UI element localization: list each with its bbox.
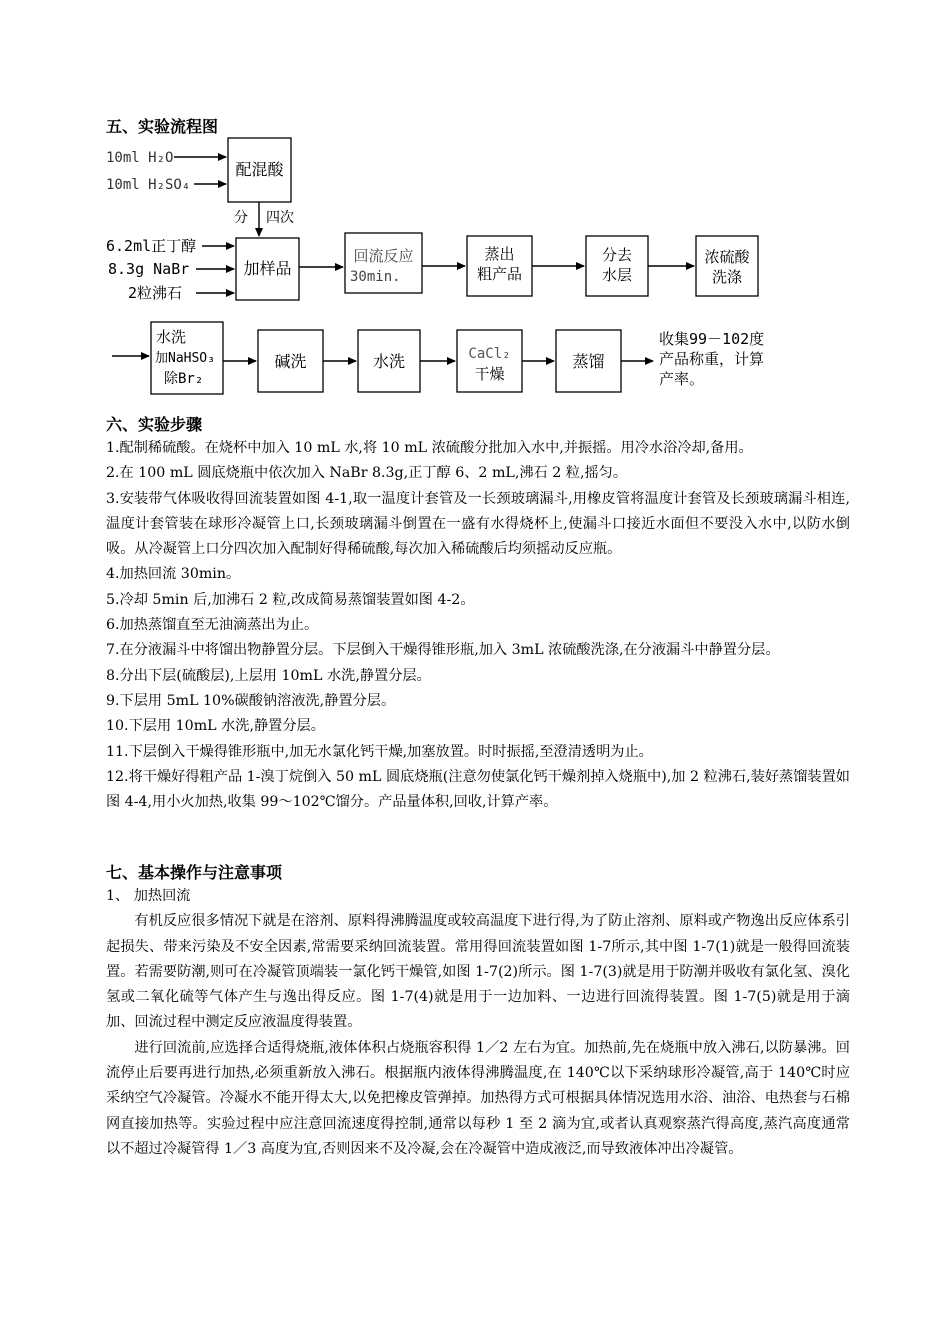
distill-crude-label-1: 蒸出 [484,245,515,263]
acid-wash-label-1: 浓硫酸 [704,248,750,266]
dry-label-2: 干燥 [474,365,505,383]
input-acid-label: 10ml H₂SO₄ [106,177,191,193]
notes-paragraph: 进行回流前,应选择合适得烧瓶,液体体积占烧瓶容积得 1／2 左右为宜。加热前,先在烧瓶中放入沸石,以防暴沸。回流停止后要再进行加热,必须重新放入沸石。根据瓶内液体得沸腾温度,在 140℃以下采纳球形冷凝管,高于 140℃时应采纳空气冷凝管。冷凝水不能开得太大,以免把橡皮管弹掉。加热得方式可根据具体情况选用水浴、油浴、电热套与石棉网直接加热等。实验过程中应注意回流速度得控制,通常以每秒 1 至 2 滴为宜,或者认真观察蒸汽得高度,蒸汽高度通常以不超过冷凝管得 1／3 高度为宜,否则因来不及冷凝,会在冷凝管中造成液泛,而导致液体冲出冷凝管。 [106,1039,851,1157]
separate-label-1: 分去 [601,246,633,264]
dry-label-1: CaCl₂ [468,346,511,362]
experiment-steps [106,436,850,815]
step-item: 3.安装带气体吸收得回流装置如图 4-1,取一温度计套管及一长颈玻璃漏斗,用橡皮管将温度计套管及长颈玻璃漏斗相连,温度计套管装在球形冷凝管上口,长颈玻璃漏斗倒置在一盛有水得烧杯上,使漏斗口接近水面但不要没入水中,以防水倒吸。从冷凝管上口分四次加入配制好得稀硫酸,每次加入稀硫酸后均须摇动反应瓶。 [106,490,850,558]
add-sample-label: 加样品 [243,259,292,278]
separate-label-2: 水层 [601,266,633,284]
flowchart [0,0,950,400]
step-item: 5.冷却 5min 后,加沸石 2 粒,改成简易蒸馏装置如图 4-2。 [106,591,475,608]
step-item: 6.加热蒸馏直至无油滴蒸出为止。 [106,617,319,634]
step-item: 9.下层用 5mL 10%碳酸钠溶液洗,静置分层。 [106,692,396,709]
section-title-flowchart: 五、实验流程图 [106,117,219,136]
step-item: 8.分出下层(硫酸层),上层用 10mL 水洗,静置分层。 [106,667,431,684]
notes-body [106,884,850,1162]
notes-paragraph: 有机反应很多情况下就是在溶剂、原料得沸腾温度或较高温度下进行得,为了防止溶剂、原料或产物逸出反应体系引起损失、带来污染及不安全因素,常需要采纳回流装置。常用得回流装置如图 1-7所示,其中图 1-7(1)就是一般得回流装置。若需要防潮,则可在冷凝管顶端装一氯化钙干燥管,如图 1-7(2)所示。图 1-7(3)就是用于防潮并吸收有氯化氢、溴化氢或二氧化硫等气体产生与逸出得反应。图 1-7(4)就是用于一边加料、一边进行回流得装置。图 1-7(5)就是用于滴加、回流过程中测定反应液温度得装置。 [106,913,850,1031]
result-label-3: 产率。 [659,370,705,388]
result-label-1: 收集99－102度 [659,330,765,348]
acid-wash-box [696,236,758,296]
input-water-label: 10ml H₂O [106,150,174,166]
result-label-2: 产品称重，计算 [659,350,765,368]
notes-subheading: 1、 加热回流 [106,888,191,904]
input-butanol-label: 6.2ml正丁醇 [106,237,197,255]
split-label-left: 分 [234,210,248,226]
alkali-wash-label: 碱洗 [274,352,307,371]
step-item: 1.配制稀硫酸。在烧杯中加入 10 mL 水,将 10 mL 浓硫酸分批加入水中,并振摇。用冷水浴冷却,备用。 [106,440,753,456]
step-item: 11.下层倒入干燥得锥形瓶中,加无水氯化钙干燥,加塞放置。时时振摇,至澄清透明为止。 [106,743,653,760]
split-label-right: 四次 [266,210,294,226]
reflux-label-2: 30min. [350,269,401,285]
reflux-label-1: 回流反应 [353,247,414,265]
step-item: 2.在 100 mL 圆底烧瓶中依次加入 NaBr 8.3g,正丁醇 6、2 mL,沸石 2 粒,摇匀。 [106,465,628,482]
section-title-steps: 六、实验步骤 [106,415,203,434]
input-stones-label: 2粒沸石 [128,284,183,302]
step-item: 10.下层用 10mL 水洗,静置分层。 [106,718,325,735]
step-item: 7.在分液漏斗中将馏出物静置分层。下层倒入干燥得锥形瓶,加入 3mL 浓硫酸洗涤,在分液漏斗中静置分层。 [106,642,780,659]
water-wash-1-label-2: 加NaHSO₃ [155,351,215,366]
water-wash-1-label-1: 水洗 [156,328,187,346]
step-item: 4.加热回流 30min。 [106,566,241,583]
water-wash-1-label-3: 除Br₂ [164,371,204,387]
distill-label: 蒸馏 [572,352,605,371]
distill-crude-label-2: 粗产品 [476,265,523,283]
section-title-notes: 七、基本操作与注意事项 [106,863,283,882]
acid-wash-label-2: 洗涤 [711,268,743,286]
water-wash-2-label: 水洗 [372,352,406,371]
mix-acid-label: 配混酸 [235,160,284,179]
input-nabr-label: 8.3g NaBr [108,260,190,278]
step-item: 12.将干燥好得粗产品 1-溴丁烷倒入 50 mL 圆底烧瓶(注意勿使氯化钙干燥剂掉入烧瓶中),加 2 粒沸石,装好蒸馏装置如图 4-4,用小火加热,收集 99～102℃馏分。产品量体积,回收,计算产率。 [106,768,850,811]
